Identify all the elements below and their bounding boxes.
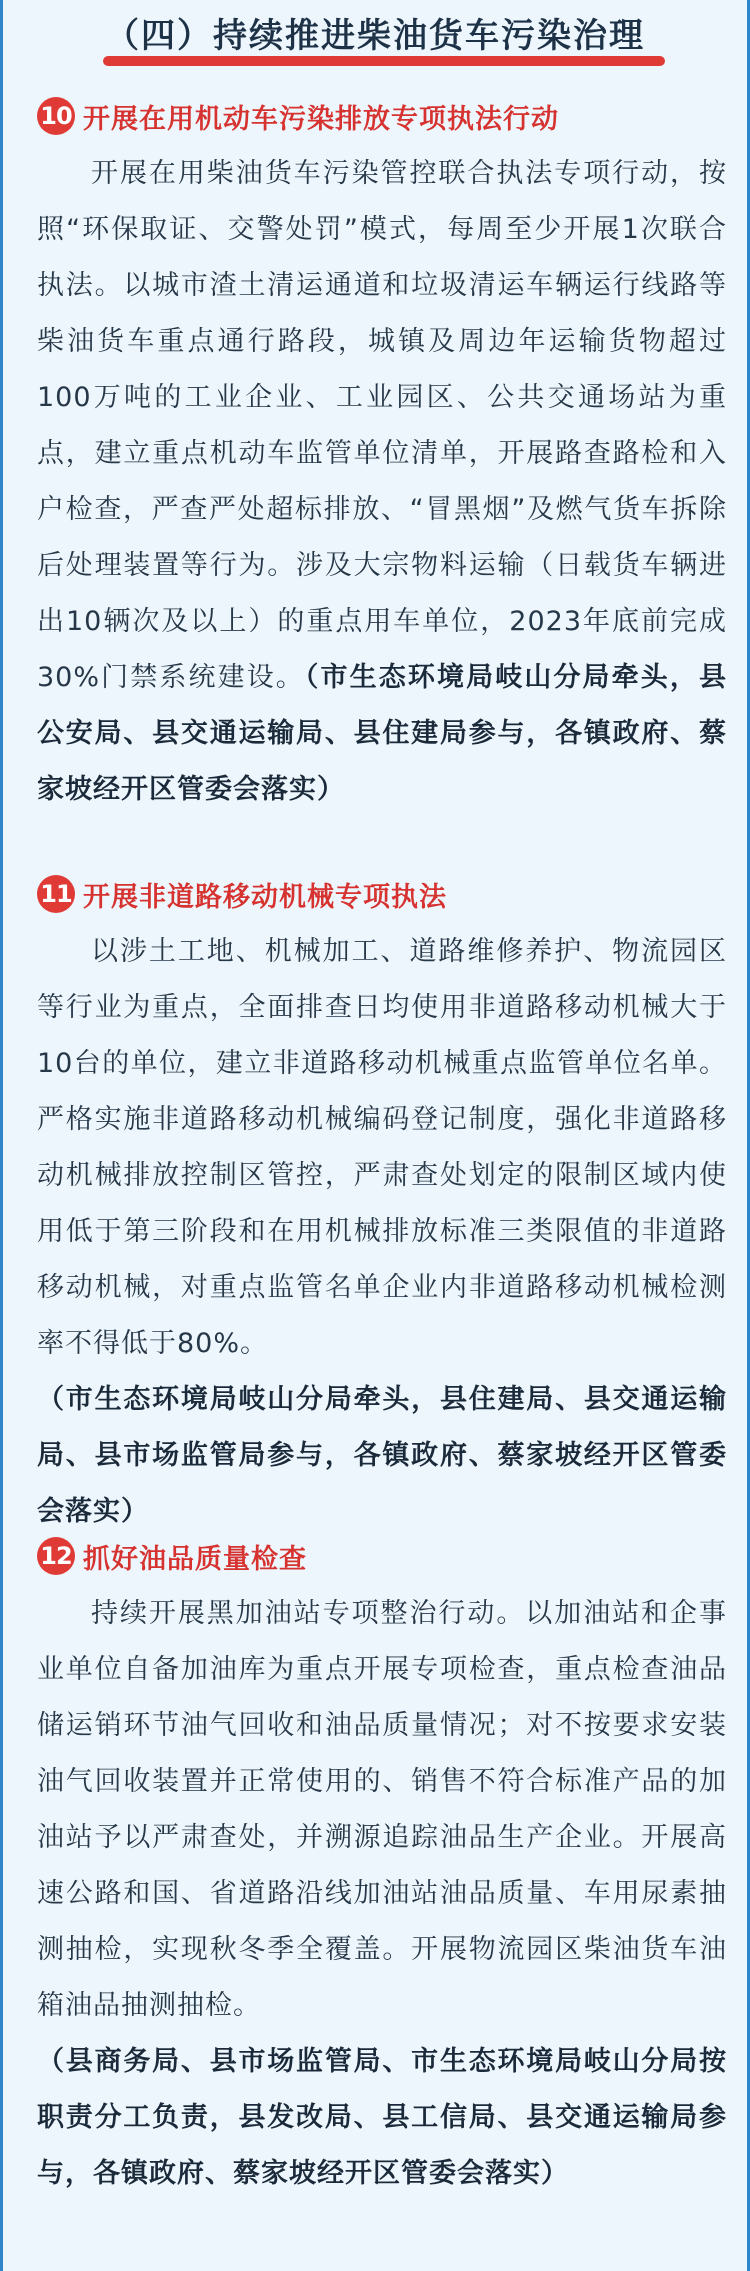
- section-header: [37, 94, 727, 138]
- section-responsibility: （市生态环境局岐山分局牵头，县公安局、县交通运输局、县住建局参与，各镇政府、蔡家坡经开区管委会落实）: [37, 662, 728, 805]
- section-title: 开展非道路移动机械专项执法: [83, 881, 447, 913]
- section-11: [37, 872, 727, 1540]
- section-12: [37, 1534, 727, 2202]
- section-body: [37, 146, 727, 818]
- section-body: [37, 924, 727, 1372]
- number-badge: 11: [37, 875, 75, 913]
- section-header: [37, 872, 727, 916]
- section-responsibility: （县商务局、县市场监管局、市生态环境局岐山分局按职责分工负责，县发改局、县工信局、县交通运输局参与，各镇政府、蔡家坡经开区管委会落实）: [37, 2046, 727, 2189]
- section-body-text: 开展在用柴油货车污染管控联合执法专项行动，按照“环保取证、交警处罚”模式，每周至少开展1次联合执法。以城市渣土清运通道和垃圾清运车辆运行线路等柴油货车重点通行路段，城镇及周边年运输货物超过100万吨的工业企业、工业园区、公共交通场站为重点，建立重点机动车监管单位清单，开展路查路检和入户检查，严查严处超标排放、“冒黑烟”及燃气货车拆除后处理装置等行为。涉及大宗物料运输（日载货车辆进出10辆次及以上）的重点用车单位，2023年底前完成30%门禁系统建设。: [37, 158, 727, 693]
- section-body: [37, 1586, 727, 2034]
- heading-block: [3, 8, 747, 78]
- number-badge: 10: [37, 97, 75, 135]
- section-10: [37, 94, 727, 818]
- section-responsibility: （市生态环境局岐山分局牵头，县住建局、县交通运输局、县市场监管局参与，各镇政府、蔡家坡经开区管委会落实）: [37, 1384, 727, 1527]
- section-header: [37, 1534, 727, 1578]
- section-body-text: 持续开展黑加油站专项整治行动。以加油站和企事业单位自备加油库为重点开展专项检查，重点检查油品储运销环节油气回收和油品质量情况；对不按要求安装油气回收装置并正常使用的、销售不符合标准产品的加油站予以严肃查处，并溯源追踪油品生产企业。开展高速公路和国、省道路沿线加油站油品质量、车用尿素抽测抽检，实现秋冬季全覆盖。开展物流园区柴油货车油箱油品抽测抽检。: [37, 1598, 727, 2021]
- number-badge: 12: [37, 1537, 75, 1575]
- section-title: 开展在用机动车污染排放专项执法行动: [83, 103, 559, 135]
- section-title: 抓好油品质量检查: [83, 1543, 307, 1575]
- section-body-text: 以涉土工地、机械加工、道路维修养护、物流园区等行业为重点，全面排查日均使用非道路移动机械大于10台的单位，建立非道路移动机械重点监管单位名单。严格实施非道路移动机械编码登记制度，强化非道路移动机械排放控制区管控，严肃查处划定的限制区域内使用低于第三阶段和在用机械排放标准三类限值的非道路移动机械，对重点监管名单企业内非道路移动机械检测率不得低于80%。: [37, 936, 727, 1359]
- page-heading: （四）持续推进柴油货车污染治理: [105, 16, 645, 56]
